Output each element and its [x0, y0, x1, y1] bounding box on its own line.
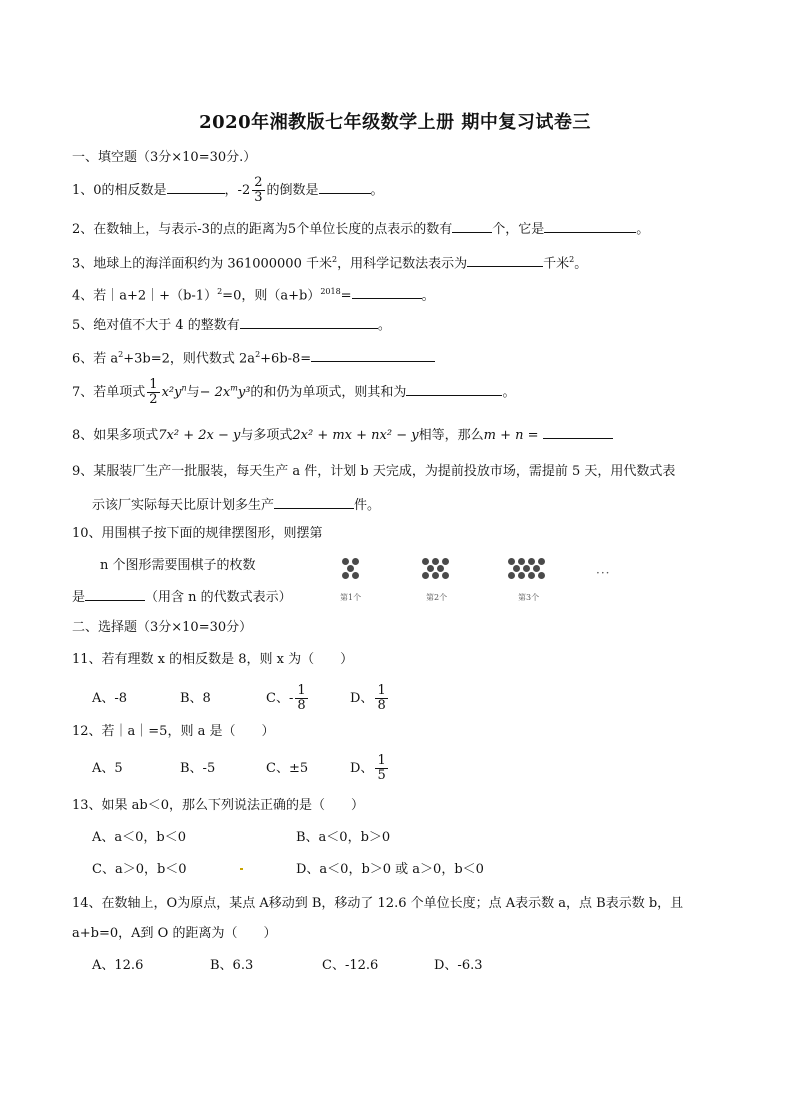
- fraction: $\frac{1}{5}$: [377, 753, 386, 783]
- question-14-options: [92, 956, 483, 976]
- go-stone: [352, 572, 359, 579]
- question-10-line-2: n 个图形需要围棋子的枚数: [100, 558, 256, 573]
- go-stone: [518, 572, 525, 579]
- fraction: $\frac{1}{8}$: [377, 683, 386, 713]
- option-a[interactable]: A、12.6: [92, 958, 144, 973]
- go-stone: [538, 558, 545, 565]
- option-b[interactable]: B、8: [180, 691, 211, 706]
- option-c[interactable]: C、-12.6: [322, 958, 379, 973]
- go-stone: [538, 572, 545, 579]
- go-stone: [513, 565, 520, 572]
- go-stone: [523, 565, 530, 572]
- go-stone-pattern-figure: [330, 550, 630, 610]
- go-stone: [442, 558, 449, 565]
- question-11-options: [92, 684, 390, 713]
- go-stone: [427, 565, 434, 572]
- question-10-line-3: 是 （用含 n 的代数式表示）: [72, 586, 292, 608]
- question-5: 5、绝对值不大于 4 的整数有 。: [72, 314, 391, 336]
- answer-blank[interactable]: [167, 179, 225, 194]
- question-14-line-2: a+b=0，A到 O 的距离为（ ）: [72, 926, 277, 941]
- option-c[interactable]: C、- $\frac{1}{8}$: [266, 683, 306, 713]
- question-9-line-2: 示该厂实际每天比原计划多生产 件。: [92, 494, 380, 516]
- answer-blank[interactable]: [467, 252, 543, 267]
- go-stone: [518, 558, 525, 565]
- question-12: 12、若｜a｜=5，则 a 是（ ）: [72, 724, 275, 739]
- go-stone: [528, 558, 535, 565]
- question-12-options: [92, 754, 390, 783]
- option-a[interactable]: A、-8: [92, 691, 128, 706]
- answer-blank[interactable]: [240, 314, 378, 329]
- go-stone: [422, 572, 429, 579]
- figure-label-1: 第1个: [340, 593, 362, 602]
- question-8: 8、如果多项式7x² + 2x − y与多项式2x² + mx + nx² − y相等，那么m + n =: [72, 424, 613, 446]
- go-stone: [342, 558, 349, 565]
- question-10-line-1: 10、用围棋子按下面的规律摆图形，则摆第: [72, 526, 323, 541]
- go-stone: [508, 572, 515, 579]
- stray-mark: [240, 868, 243, 870]
- go-stone: [528, 572, 535, 579]
- go-stone: [508, 558, 515, 565]
- answer-blank[interactable]: [352, 284, 422, 299]
- go-stone: [432, 572, 439, 579]
- answer-blank[interactable]: [544, 218, 636, 233]
- figure-label-2: 第2个: [426, 593, 448, 602]
- answer-blank[interactable]: [311, 347, 435, 362]
- go-stone: [432, 558, 439, 565]
- figure-label-3: 第3个: [518, 593, 540, 602]
- fraction: $\frac{2}{3}$: [254, 175, 263, 205]
- option-d[interactable]: D、-6.3: [434, 958, 483, 973]
- option-b[interactable]: B、6.3: [210, 958, 254, 973]
- fraction: $\frac{1}{8}$: [297, 683, 306, 713]
- answer-blank[interactable]: [319, 179, 371, 194]
- question-11: 11、若有理数 x 的相反数是 8，则 x 为（ ）: [72, 652, 354, 667]
- answer-blank[interactable]: [543, 424, 613, 439]
- question-2: 2、在数轴上，与表示-3的点的距离为5个单位长度的点表示的数有 个，它是 。: [72, 218, 649, 240]
- option-b[interactable]: B、-5: [180, 761, 216, 776]
- answer-blank[interactable]: [406, 381, 502, 396]
- section-choice-heading: 二、选择题（3分×10=30分）: [72, 620, 253, 635]
- question-13-options-row-1: [92, 828, 390, 848]
- fraction: $\frac{1}{2}$: [149, 377, 158, 407]
- question-6: 6、若 $a^2+3b=2$，则代数式 $2a^2+6b-8=$: [72, 345, 435, 369]
- go-stone: [437, 565, 444, 572]
- question-1: 1、0的相反数是 ，-2 $\frac{2}{3}$ 的倒数是 。: [72, 175, 384, 205]
- question-3: 3、地球上的海洋面积约为 361000000 千米$^2$，用科学记数法表示为 千米$^2$。: [72, 250, 587, 274]
- go-stone: [422, 558, 429, 565]
- option-a[interactable]: A、5: [92, 761, 123, 776]
- question-13-options-row-2: [92, 860, 484, 880]
- page-title: 2020年湘教版七年级数学上册 期中复习试卷三: [199, 112, 591, 133]
- go-stone: [442, 572, 449, 579]
- go-stone: [533, 565, 540, 572]
- ellipsis: ···: [596, 566, 611, 580]
- option-c[interactable]: C、±5: [266, 761, 309, 776]
- answer-blank[interactable]: [85, 586, 145, 601]
- option-c[interactable]: C、a＞0，b＜0: [92, 862, 187, 877]
- answer-blank[interactable]: [452, 218, 492, 233]
- question-7: 7、若单项式 $\frac{1}{2}$ $x^2y^n$与− $2x^my^3$的和仍为单项式，则其和为 。: [72, 377, 516, 407]
- question-13: 13、如果 ab＜0，那么下列说法正确的是（ ）: [72, 798, 365, 813]
- question-14-line-1: 14、在数轴上，O为原点，某点 A移动到 B，移动了 12.6 个单位长度；点 A表示数 a，点 B表示数 b，且: [72, 896, 684, 911]
- option-b[interactable]: B、a＜0，b＞0: [296, 830, 391, 845]
- question-4: 4、若$|a+2|+(b-1)^2=0$，则$(a+b)^{2018}=$ 。: [72, 282, 435, 306]
- option-d[interactable]: D、a＜0，b＞0 或 a＞0，b＜0: [296, 862, 484, 877]
- go-stone: [342, 572, 349, 579]
- question-9-line-1: 9、某服装厂生产一批服装，每天生产 a 件，计划 b 天完成，为提前投放市场，需提前 5 天，用代数式表: [72, 464, 676, 479]
- option-a[interactable]: A、a＜0，b＜0: [92, 830, 187, 845]
- section-fill-in-heading: 一、填空题（3分×10=30分.）: [72, 150, 257, 165]
- option-d[interactable]: D、 $\frac{1}{8}$: [350, 683, 386, 713]
- answer-blank[interactable]: [274, 494, 354, 509]
- option-d[interactable]: D、 $\frac{1}{5}$: [350, 753, 386, 783]
- go-stone: [352, 558, 359, 565]
- go-stone: [347, 565, 354, 572]
